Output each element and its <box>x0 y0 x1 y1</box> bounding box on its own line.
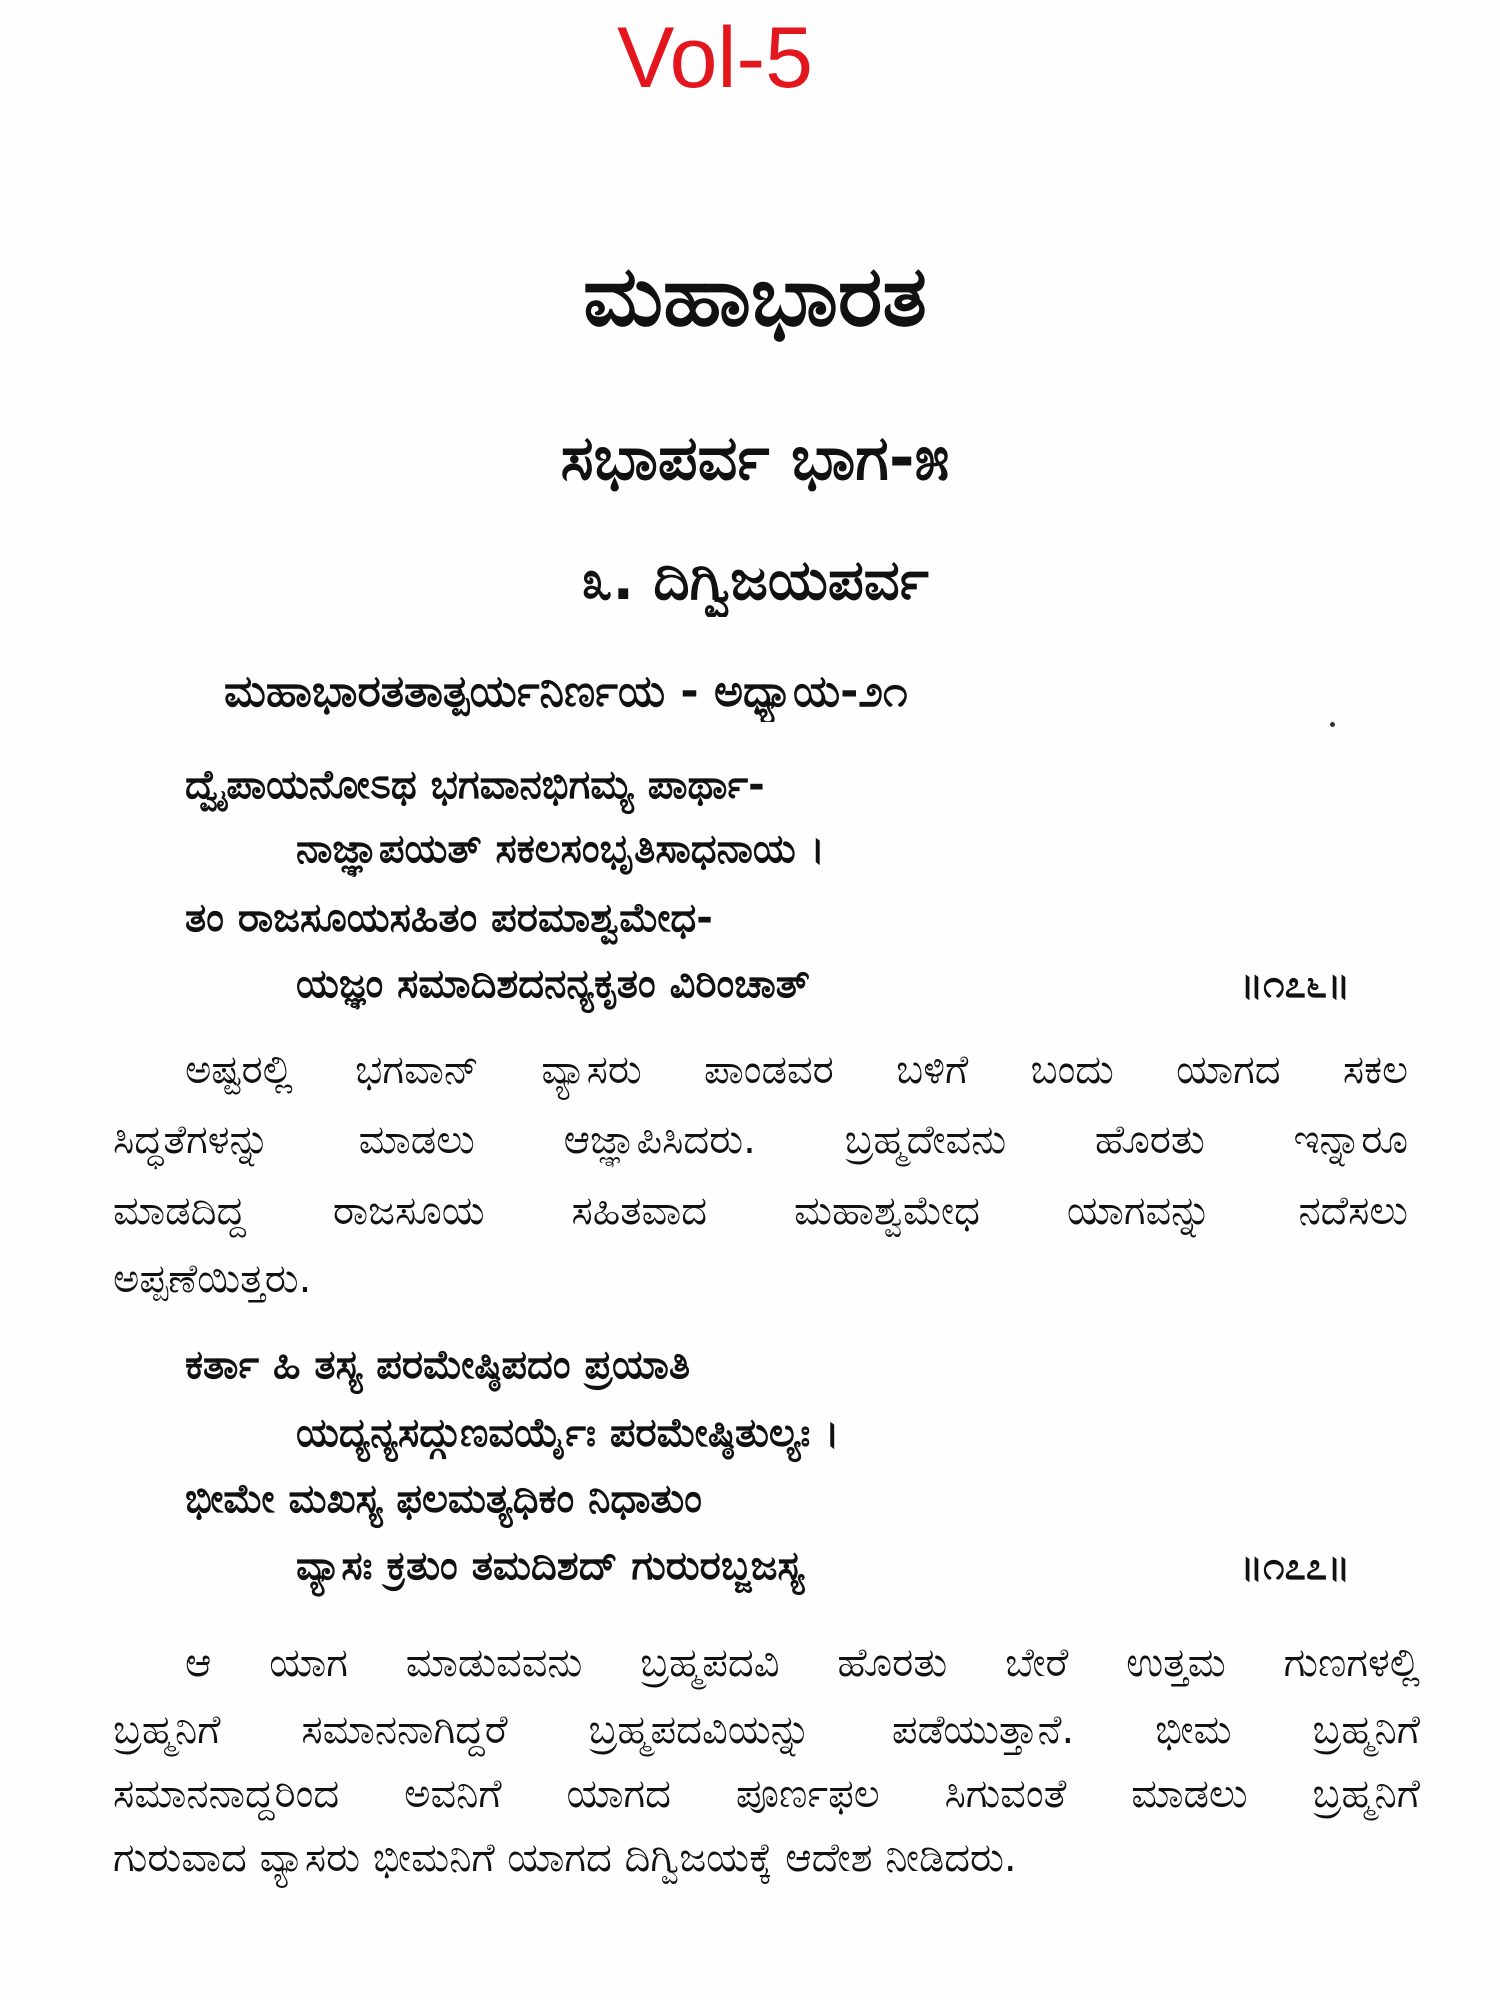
verse-number: ॥೧೭೭॥ <box>1240 1544 1351 1588</box>
verse-number: ॥೧೭೬॥ <box>1240 962 1351 1006</box>
scan-speck <box>1330 722 1335 727</box>
prose-2-line-2: ಬ್ರಹ್ಮನಿಗೆ ಸಮಾನನಾಗಿದ್ದರೆ ಬ್ರಹ್ಮಪದವಿಯನ್ನು ಪಡೆಯುತ್ತಾನೆ. ಭೀಮ ಬ್ರಹ್ಮನಿಗೆ <box>113 1707 1420 1753</box>
chapter-heading: ಮಹಾಭಾರತತಾತ್ಪರ್ಯನಿರ್ಣಯ - ಅಧ್ಯಾಯ-೨೧ <box>224 666 908 717</box>
prose-2-line-3: ಸಮಾನನಾದ್ದರಿಂದ ಅವನಿಗೆ ಯಾಗದ ಪೂರ್ಣಫಲ ಸಿಗುವಂತೆ ಮಾಡಲು ಬ್ರಹ್ಮನಿಗೆ <box>113 1771 1420 1817</box>
verse-2-line-4: ವ್ಯಾಸಃ ಕ್ರತುಂ ತಮದಿಶದ್ ಗುರುರಬ್ಜಜಸ್ಯ <box>296 1543 805 1589</box>
volume-label: Vol-5 <box>616 10 814 106</box>
verse-1-line-4: ಯಜ್ಞಂ ಸಮಾದಿಶದನನ್ಯಕೃತಂ ವಿರಿಂಚಾತ್ <box>296 961 810 1007</box>
verse-2-line-1: ಕರ್ತಾ ಹಿ ತಸ್ಯ ಪರಮೇಷ್ಠಿಪದಂ ಪ್ರಯಾತಿ <box>185 1342 691 1388</box>
verse-1-line-3: ತಂ ರಾಜಸೂಯಸಹಿತಂ ಪರಮಾಶ್ವಮೇಧ- <box>185 895 713 941</box>
verse-1-line-2: ನಾಜ್ಞಾಪಯತ್ ಸಕಲಸಂಭೃತಿಸಾಧನಾಯ । <box>296 826 825 872</box>
prose-1-line-2: ಸಿದ್ಧತೆಗಳನ್ನು ಮಾಡಲು ಆಜ್ಞಾಪಿಸಿದರು. ಬ್ರಹ್ಮದೇವನು ಹೊರತು ಇನ್ನಾರೂ <box>113 1117 1408 1163</box>
section-heading: ೩. ದಿಗ್ವಿಜಯಪರ್ವ <box>581 548 929 613</box>
prose-1-line-1: ಅಷ್ಟರಲ್ಲಿ ಭಗವಾನ್ ವ್ಯಾಸರು ಪಾಂಡವರ ಬಳಿಗೆ ಬಂದು ಯಾಗದ ಸಕಲ <box>185 1047 1408 1093</box>
prose-1-line-4: ಅಪ್ಪಣೆಯಿತ್ತರು. <box>113 1256 312 1302</box>
prose-1-line-3: ಮಾಡದಿದ್ದ ರಾಜಸೂಯ ಸಹಿತವಾದ ಮಹಾಶ್ವಮೇಧ ಯಾಗವನ್ನು ನದೆಸಲು <box>113 1188 1408 1234</box>
verse-2-line-3: ಭೀಮೇ ಮಖಸ್ಯ ಫಲಮತ್ಯಧಿಕಂ ನಿಧಾತುಂ <box>185 1476 702 1522</box>
book-subtitle: ಸಭಾಪರ್ವ ಭಾಗ-೫ <box>560 421 950 494</box>
book-title: ಮಹಾಭಾರತ <box>583 247 927 345</box>
prose-2-line-4: ಗುರುವಾದ ವ್ಯಾಸರು ಭೀಮನಿಗೆ ಯಾಗದ ದಿಗ್ವಿಜಯಕ್ಕೆ ಆದೇಶ ನೀಡಿದರು. <box>113 1835 1017 1881</box>
verse-2-line-2: ಯದ್ಯನ್ಯಸದ್ಗುಣವರ್ಯೈಃ ಪರಮೇಷ್ಠಿತುಲ್ಯಃ । <box>296 1410 840 1456</box>
prose-2-line-1: ಆ ಯಾಗ ಮಾಡುವವನು ಬ್ರಹ್ಮಪದವಿ ಹೊರತು ಬೇರೆ ಉತ್ತಮ ಗುಣಗಳಲ್ಲಿ <box>185 1640 1420 1686</box>
verse-1-line-1: ದ್ವೈಪಾಯನೋಽಥ ಭಗವಾನಭಿಗಮ್ಯ ಪಾರ್ಥಾ- <box>185 762 765 808</box>
